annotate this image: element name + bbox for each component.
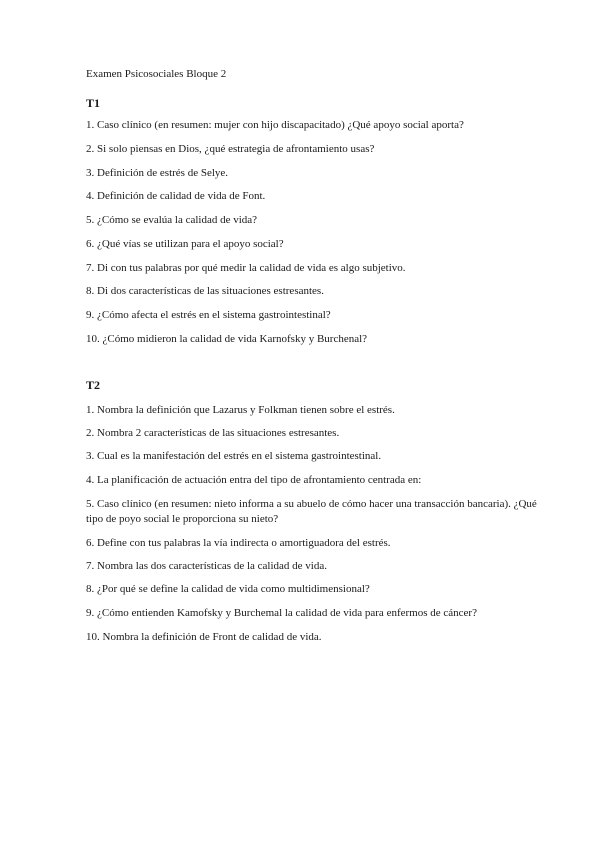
t2-question-9: 9. ¿Cómo entienden Kamofsky y Burchemal la calidad de vida para enfermos de cáncer? [86,607,477,619]
t2-question-5: 5. Caso clínico (en resumen: nieto informa a su abuelo de cómo hacer una transacción bancaria). ¿Qué tipo de poyo social le proporciona su nieto? [86,498,537,525]
section-heading-t1: T1 [86,96,101,110]
t1-question-10: 10. ¿Cómo midieron la calidad de vida Karnofsky y Burchenal? [86,333,368,345]
t2-question-8: 8. ¿Por qué se define la calidad de vida como multidimensional? [86,583,370,595]
t2-question-1: 1. Nombra la definición que Lazarus y Folkman tienen sobre el estrés. [86,404,395,416]
t1-question-5: 5. ¿Cómo se evalúa la calidad de vida? [86,214,258,226]
t1-question-9: 9. ¿Cómo afecta el estrés en el sistema gastrointestinal? [86,309,331,321]
t2-question-7: 7. Nombra las dos características de la calidad de vida. [86,560,327,572]
t1-question-4: 4. Definición de calidad de vida de Font. [86,190,266,202]
t2-question-2: 2. Nombra 2 características de las situaciones estresantes. [86,427,340,439]
t1-question-6: 6. ¿Qué vías se utilizan para el apoyo social? [86,238,284,250]
t1-question-2: 2. Si solo piensas en Dios, ¿qué estrategia de afrontamiento usas? [86,143,375,155]
t2-question-4: 4. La planificación de actuación entra del tipo de afrontamiento centrada en: [86,474,422,486]
t2-question-10: 10. Nombra la definición de Front de calidad de vida. [86,631,322,643]
t2-question-6: 6. Define con tus palabras la vía indirecta o amortiguadora del estrés. [86,537,391,549]
t1-question-7: 7. Di con tus palabras por qué medir la calidad de vida es algo subjetivo. [86,262,406,274]
t1-question-8: 8. Di dos características de las situaciones estresantes. [86,285,324,297]
t2-question-3: 3. Cual es la manifestación del estrés en el sistema gastrointestinal. [86,450,382,462]
document-title: Examen Psicosociales Bloque 2 [86,68,227,80]
t1-question-1: 1. Caso clínico (en resumen: mujer con hijo discapacitado) ¿Qué apoyo social aporta? [86,119,464,131]
t1-question-3: 3. Definición de estrés de Selye. [86,167,229,179]
section-heading-t2: T2 [86,378,101,392]
